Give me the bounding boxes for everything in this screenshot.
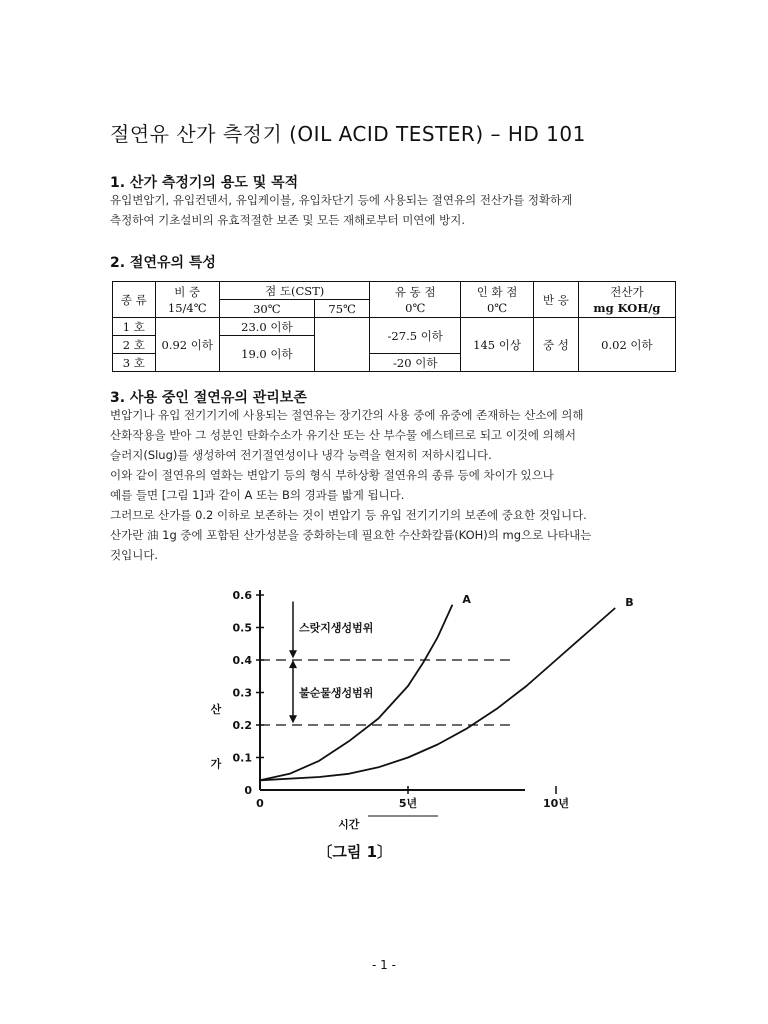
y-tick-label: 0.1 [232, 751, 252, 765]
header-flash-point [461, 282, 534, 318]
row-kind-3: 3 호 [113, 354, 156, 372]
section-1-line: 유입변압기, 유입컨덴서, 유입케이블, 유입차단기 등에 사용되는 절연유의 전산가를 정확하게 [110, 193, 573, 207]
oil-properties-table [112, 281, 676, 372]
header-visc-30: 30℃ [219, 300, 314, 318]
cell-specific-gravity: 0.92 이하 [155, 318, 219, 372]
y-tick-label: 0 [244, 784, 252, 797]
x-tick-label: 5년 [398, 797, 418, 810]
range-arrowhead [289, 650, 297, 658]
section-3-line: 이와 같이 절연유의 열화는 변압기 등의 형식 부하상황 절연유의 종류 등에 차이가 있으나 [110, 468, 554, 482]
section-3-line: 산화작용을 받아 그 성분인 탄화수소가 유기산 또는 산 부수물 에스테르로 되고 이것에 의해서 [110, 428, 577, 442]
header-pour-point [370, 282, 461, 318]
y-tick-label: 0.4 [232, 654, 252, 667]
range-arrowhead [289, 715, 297, 723]
page-title: 절연유 산가 측정기 (OIL ACID TESTER) – HD 101 [110, 122, 586, 146]
section-3-line: 산가란 油 1g 중에 포함된 산가성분을 중화하는데 필요한 수산화칼륨(KOH)의 mg으로 나타내는 [110, 528, 592, 542]
acid-value-chart [200, 580, 634, 861]
cell-reaction: 중 성 [534, 318, 579, 372]
x-tick-label: 10년 [543, 797, 569, 810]
header-pour-label: 유 동 점 [394, 284, 436, 299]
cell-visc75 [314, 318, 370, 372]
cell-acid: 0.02 이하 [578, 318, 675, 372]
header-visc-75: 75℃ [314, 300, 370, 318]
header-reaction: 반 응 [534, 282, 579, 318]
header-flash-label: 인 화 점 [476, 284, 518, 299]
header-flash-unit: 0℃ [486, 300, 508, 315]
header-pour-unit: 0℃ [405, 300, 426, 315]
section-3-line: 것입니다. [110, 548, 159, 562]
y-axis-label: 산 [210, 703, 222, 716]
header-acid-value [578, 282, 675, 318]
x-axis-label: 시간 [338, 818, 360, 831]
annotation-impurity-range: 불순물생성범위 [299, 686, 374, 700]
section-3-line: 예를 들면 [그림 1]과 같이 A 또는 B의 경과를 밟게 됩니다. [110, 488, 405, 502]
section-3-body [110, 405, 700, 565]
row-kind-1: 1 호 [113, 318, 156, 336]
header-sg-label: 비 중 [174, 284, 201, 299]
range-arrowhead [289, 660, 297, 668]
figure-caption: 〔그림 1〕 [317, 843, 393, 861]
y-tick-label: 0.6 [232, 589, 252, 602]
header-specific-gravity [155, 282, 219, 318]
page-number: - 1 - [372, 958, 396, 972]
section-3-line: 그러므로 산가를 0.2 이하로 보존하는 것이 변압기 등 유입 전기기기의 보존에 중요한 것입니다. [110, 508, 587, 522]
y-tick-label: 0.2 [232, 719, 252, 732]
cell-flash: 145 이상 [461, 318, 534, 372]
section-1-body [110, 190, 700, 230]
header-viscosity: 점 도(CST) [219, 282, 370, 300]
cell-visc30-1: 23.0 이하 [219, 318, 314, 336]
series-label-a: A [462, 592, 471, 606]
row-kind-2: 2 호 [113, 336, 156, 354]
section-2-heading: 2. 절연유의 특성 [110, 255, 216, 271]
y-tick-label: 0.3 [232, 686, 252, 700]
cell-pour-12: -27.5 이하 [370, 318, 461, 354]
section-1-line: 측정하여 기초설비의 유효적절한 보존 및 모든 재해로부터 미연에 방지. [110, 213, 466, 227]
y-tick-label: 0.5 [232, 621, 252, 635]
section-3-line: 변압기나 유입 전기기기에 사용되는 절연유는 장기간의 사용 중에 유중에 존재하는 산소에 의해 [110, 408, 584, 422]
annotation-sludge-range: 스랏지생성범위 [299, 621, 374, 635]
x-tick-label: 0 [256, 797, 264, 810]
series-label-b: B [625, 596, 634, 609]
header-acid-unit: mg KOH/g [593, 300, 661, 315]
section-3-line: 슬러지(Slug)를 생성하여 전기절연성이나 냉각 능력을 현저히 저하시킵니다. [110, 448, 492, 462]
section-3-heading: 3. 사용 중인 절연유의 관리보존 [110, 390, 307, 406]
y-axis-label: 가 [210, 757, 222, 771]
header-acid-label: 전산가 [610, 284, 644, 299]
header-kind: 종 류 [113, 282, 156, 318]
cell-visc30-23: 19.0 이하 [219, 336, 314, 372]
cell-pour-3: -20 이하 [370, 354, 461, 372]
section-1-heading: 1. 산가 측정기의 용도 및 목적 [110, 175, 299, 191]
header-sg-unit: 15/4℃ [167, 300, 207, 315]
